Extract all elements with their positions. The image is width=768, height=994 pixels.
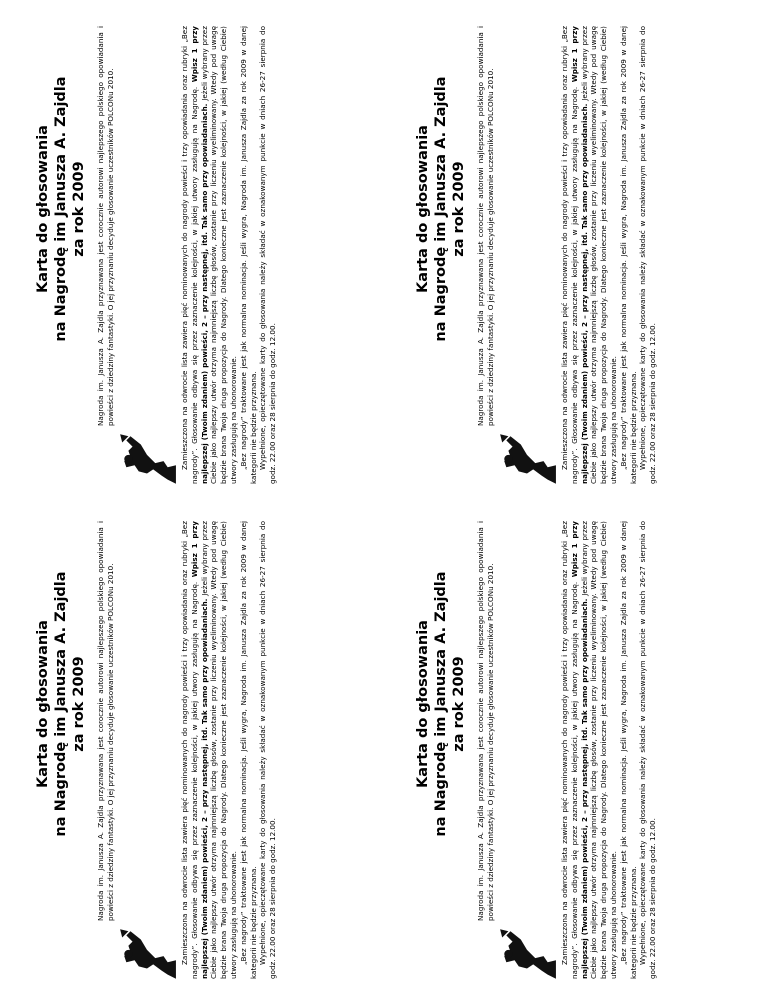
instructions-paragraph-3: Wypełnione, opieczętowane karty do głosowania należy składać w oznakowanym punkcie w dniach 26-27 sierpnia do godz. 22.00 oraz 28 sierpnia do godz. 12.00. (638, 521, 658, 979)
instructions (180, 521, 278, 979)
instructions-paragraph-3: Wypełnione, opieczętowane karty do głosowania należy składać w oznakowanym punkcie w dniach 26-27 sierpnia do godz. 22.00 oraz 28 sierpnia do godz. 12.00. (638, 26, 658, 484)
instructions (560, 521, 658, 979)
intro-paragraph: Nagroda im. Janusza A. Zajdla przyznawana jest corocznie autorowi najlepszego polskiego opowiadania i powieści z dziedziny fantastyki. O jej przyznaniu decyduje głosowanie uczestników POLCONu 2010. (96, 26, 115, 426)
ballot-card (30, 515, 380, 985)
title-line-1: Karta do głosowania (415, 620, 431, 788)
instructions-paragraph-2: „Bez nagrody” traktowane jest jak normalna nominacja. Jeśli wygra, Nagroda im. Janusza Zajdla za rok 2009 w danej kategorii nie będzie przyznana. (618, 26, 638, 484)
title-line-2: na Nagrodę im Janusza A. Zajdla (53, 76, 69, 342)
intro-paragraph: Nagroda im. Janusza A. Zajdla przyznawana jest corocznie autorowi najlepszego polskiego opowiadania i powieści z dziedziny fantastyki. O jej przyznaniu decyduje głosowanie uczestników POLCONu 2010. (476, 26, 495, 426)
instructions-paragraph-1: Zamieszczona na odwrocie lista zawiera pięć nominowanych do nagrody powieści i trzy opowiadania oraz rubryki „Bez nagrody”. Głosowanie odbywa się przez zaznaczenie kolejności, w jakiej utwory zasługują na Nagrodę. Wpisz 1 przy najlepszej (Twoim zdaniem) powieści, 2 – przy następnej, itd. Tak samo przy opowiadaniach. Jeżeli wybrany przez Ciebie jako najlepszy utwór otrzyma najmniejszą liczbę głosów, zostanie przy liczeniu wyeliminowany. Wtedy pod uwagę będzie brana Twoja druga propozycja do Nagrody. Dlatego konieczne jest zaznaczenie kolejności, w jakiej (według Ciebie) utwory zasługują na uhonorowanie. (560, 521, 618, 979)
instructions-bold: Wpisz 1 przy najlepszej (Twoim zdaniem) powieści, 2 – przy następnej, itd. Tak samo przy opowiadaniach. (189, 26, 209, 484)
title-line-3: za rok 2009 (71, 161, 87, 257)
statuette-icon (496, 428, 558, 490)
instructions-paragraph-1: Zamieszczona na odwrocie lista zawiera pięć nominowanych do nagrody powieści i trzy opowiadania oraz rubryki „Bez nagrody”. Głosowanie odbywa się przez zaznaczenie kolejności, w jakiej utwory zasługują na Nagrodę. Wpisz 1 przy najlepszej (Twoim zdaniem) powieści, 2 – przy następnej, itd. Tak samo przy opowiadaniach. Jeżeli wybrany przez Ciebie jako najlepszy utwór otrzyma najmniejszą liczbę głosów, zostanie przy liczeniu wyeliminowany. Wtedy pod uwagę będzie brana Twoja druga propozycja do Nagrody. Dlatego konieczne jest zaznaczenie kolejności, w jakiej (według Ciebie) utwory zasługują na uhonorowanie. (560, 26, 618, 484)
card-title (414, 523, 468, 885)
title-line-3: za rok 2009 (451, 161, 467, 257)
instructions-paragraph-2: „Bez nagrody” traktowane jest jak normalna nominacja. Jeśli wygra, Nagroda im. Janusza Zajdla za rok 2009 w danej kategorii nie będzie przyznana. (238, 26, 258, 484)
title-line-2: na Nagrodę im Janusza A. Zajdla (433, 76, 449, 342)
card-title (34, 28, 88, 390)
statuette-icon (116, 923, 178, 985)
card-title (34, 523, 88, 885)
instructions-bold: Wpisz 1 przy najlepszej (Twoim zdaniem) powieści, 2 – przy następnej, itd. Tak samo przy opowiadaniach. (569, 26, 589, 484)
statuette-icon (116, 428, 178, 490)
instructions-paragraph-3: Wypełnione, opieczętowane karty do głosowania należy składać w oznakowanym punkcie w dniach 26-27 sierpnia do godz. 22.00 oraz 28 sierpnia do godz. 12.00. (258, 26, 278, 484)
ballot-card (410, 20, 760, 490)
title-line-1: Karta do głosowania (35, 620, 51, 788)
title-line-3: za rok 2009 (71, 656, 87, 752)
title-line-2: na Nagrodę im Janusza A. Zajdla (53, 571, 69, 837)
instructions-paragraph-2: „Bez nagrody” traktowane jest jak normalna nominacja. Jeśli wygra, Nagroda im. Janusza Zajdla za rok 2009 w danej kategorii nie będzie przyznana. (238, 521, 258, 979)
instructions (180, 26, 278, 484)
instructions-bold: Wpisz 1 przy najlepszej (Twoim zdaniem) powieści, 2 – przy następnej, itd. Tak samo przy opowiadaniach. (189, 521, 209, 979)
title-line-2: na Nagrodę im Janusza A. Zajdla (433, 571, 449, 837)
ballot-card (410, 515, 760, 985)
instructions (560, 26, 658, 484)
instructions-paragraph-1: Zamieszczona na odwrocie lista zawiera pięć nominowanych do nagrody powieści i trzy opowiadania oraz rubryki „Bez nagrody”. Głosowanie odbywa się przez zaznaczenie kolejności, w jakiej utwory zasługują na Nagrodę. Wpisz 1 przy najlepszej (Twoim zdaniem) powieści, 2 – przy następnej, itd. Tak samo przy opowiadaniach. Jeżeli wybrany przez Ciebie jako najlepszy utwór otrzyma najmniejszą liczbę głosów, zostanie przy liczeniu wyeliminowany. Wtedy pod uwagę będzie brana Twoja druga propozycja do Nagrody. Dlatego konieczne jest zaznaczenie kolejności, w jakiej (według Ciebie) utwory zasługują na uhonorowanie. (180, 26, 238, 484)
title-line-1: Karta do głosowania (35, 125, 51, 293)
instructions-paragraph-1: Zamieszczona na odwrocie lista zawiera pięć nominowanych do nagrody powieści i trzy opowiadania oraz rubryki „Bez nagrody”. Głosowanie odbywa się przez zaznaczenie kolejności, w jakiej utwory zasługują na Nagrodę. Wpisz 1 przy najlepszej (Twoim zdaniem) powieści, 2 – przy następnej, itd. Tak samo przy opowiadaniach. Jeżeli wybrany przez Ciebie jako najlepszy utwór otrzyma najmniejszą liczbę głosów, zostanie przy liczeniu wyeliminowany. Wtedy pod uwagę będzie brana Twoja druga propozycja do Nagrody. Dlatego konieczne jest zaznaczenie kolejności, w jakiej (według Ciebie) utwory zasługują na uhonorowanie. (180, 521, 238, 979)
title-line-3: za rok 2009 (451, 656, 467, 752)
intro-paragraph: Nagroda im. Janusza A. Zajdla przyznawana jest corocznie autorowi najlepszego polskiego opowiadania i powieści z dziedziny fantastyki. O jej przyznaniu decyduje głosowanie uczestników POLCONu 2010. (96, 521, 115, 921)
intro-paragraph: Nagroda im. Janusza A. Zajdla przyznawana jest corocznie autorowi najlepszego polskiego opowiadania i powieści z dziedziny fantastyki. O jej przyznaniu decyduje głosowanie uczestników POLCONu 2010. (476, 521, 495, 921)
instructions-paragraph-2: „Bez nagrody” traktowane jest jak normalna nominacja. Jeśli wygra, Nagroda im. Janusza Zajdla za rok 2009 w danej kategorii nie będzie przyznana. (618, 521, 638, 979)
statuette-icon (496, 923, 558, 985)
title-line-1: Karta do głosowania (415, 125, 431, 293)
instructions-paragraph-3: Wypełnione, opieczętowane karty do głosowania należy składać w oznakowanym punkcie w dniach 26-27 sierpnia do godz. 22.00 oraz 28 sierpnia do godz. 12.00. (258, 521, 278, 979)
ballot-card (30, 20, 380, 490)
instructions-bold: Wpisz 1 przy najlepszej (Twoim zdaniem) powieści, 2 – przy następnej, itd. Tak samo przy opowiadaniach. (569, 521, 589, 979)
card-title (414, 28, 468, 390)
